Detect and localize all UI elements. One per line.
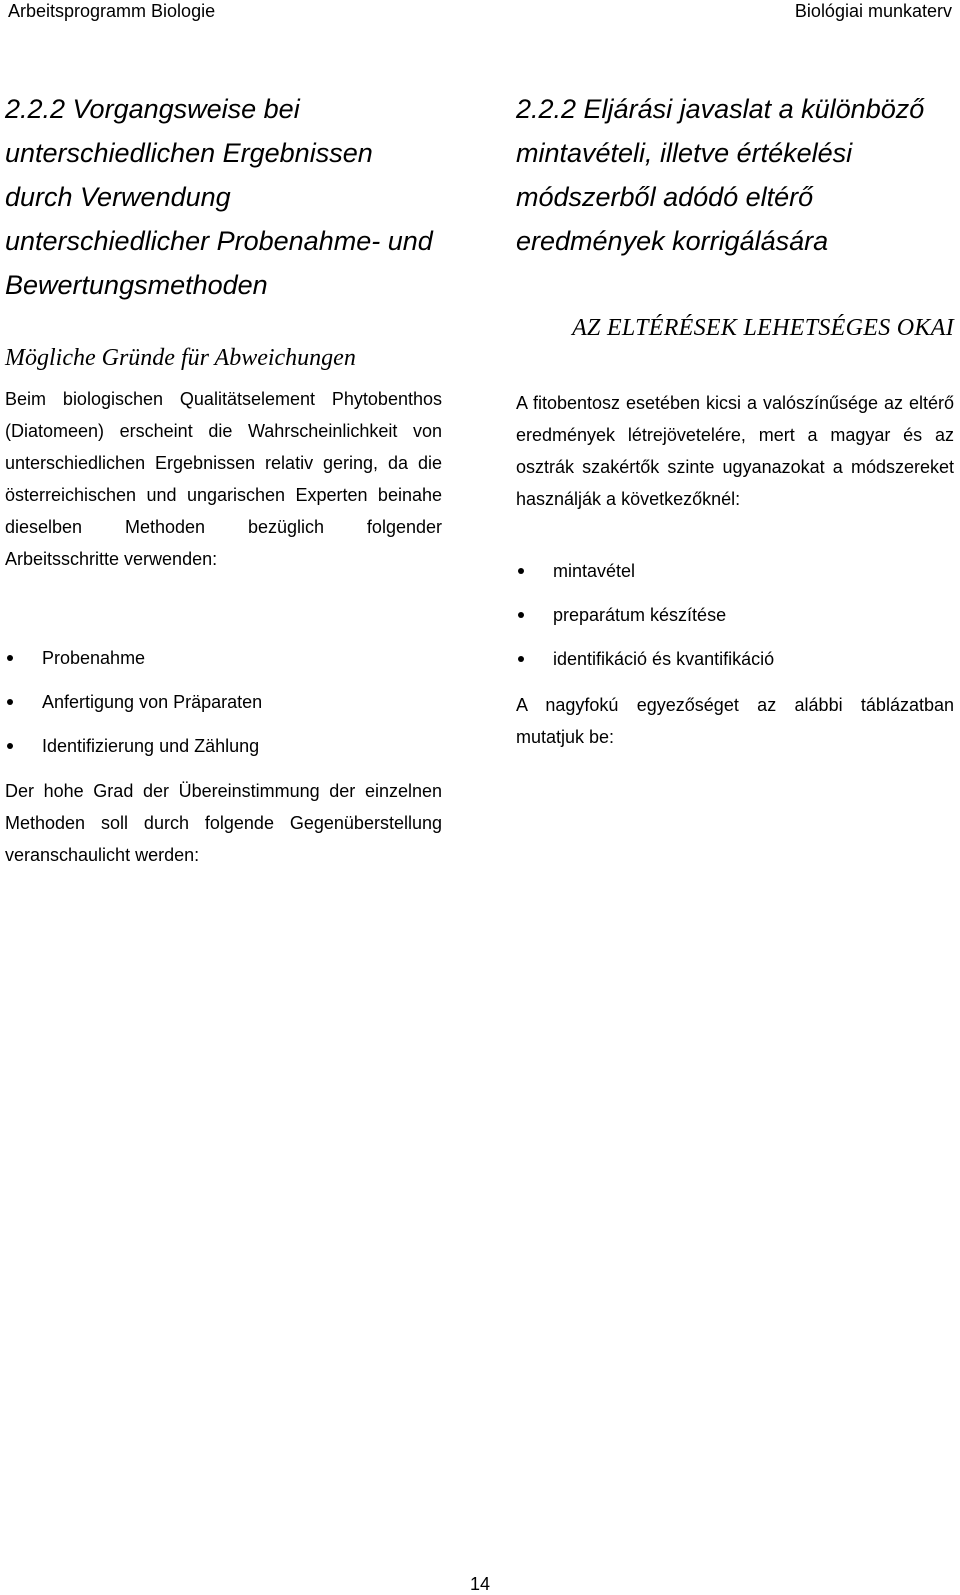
bullet-icon bbox=[7, 699, 13, 705]
list-item-text: identifikáció és kvantifikáció bbox=[553, 649, 775, 669]
list-item-text: Identifizierung und Zählung bbox=[42, 736, 260, 756]
german-paragraph-1: Beim biologischen Qualitätselement Phytobenthos (Diatomeen) erscheint die Wahrscheinlichkeit von unterschiedlichen Ergebnissen relativ gering, da die österreichischen und ungarischen Experten beinahe dieselben Methoden bezüglich folgender Arbeitsschritte verwenden: bbox=[5, 389, 442, 569]
list-item-text: Probenahme bbox=[42, 648, 146, 668]
header-right: Biológiai munkaterv bbox=[794, 1, 952, 21]
list-item-text: preparátum készítése bbox=[553, 605, 727, 625]
german-bullet-list bbox=[5, 643, 262, 775]
list-item-text: Anfertigung von Präparaten bbox=[42, 692, 263, 712]
hungarian-paragraph-2: A nagyfokú egyezőséget az alábbi táblázatban mutatjuk be: bbox=[516, 695, 954, 747]
list-item-text: mintavétel bbox=[553, 561, 636, 581]
list-item bbox=[5, 731, 262, 775]
list-item bbox=[516, 644, 774, 688]
hungarian-subheading: AZ ELTÉRÉSEK LEHETSÉGES OKAI bbox=[572, 315, 954, 341]
hungarian-paragraph-1: A fitobentosz esetében kicsi a valószínűsége az eltérő eredmények létrejövetelére, mert a magyar és az osztrák szakértők szinte ugyanazokat a módszereket használják a következőknél: bbox=[516, 393, 954, 509]
list-item bbox=[516, 600, 774, 644]
list-item bbox=[5, 687, 262, 731]
german-subheading: Mögliche Gründe für Abweichungen bbox=[5, 345, 356, 371]
hungarian-section-title: 2.2.2 Eljárási javaslat a különböző mintavételi, illetve értékelési módszerből adódó eltérő eredmények korrigálására bbox=[516, 94, 925, 256]
list-item bbox=[516, 556, 774, 600]
bullet-icon bbox=[518, 656, 524, 662]
bullet-icon bbox=[7, 655, 13, 661]
bullet-icon bbox=[518, 612, 524, 618]
german-paragraph-2: Der hohe Grad der Übereinstimmung der einzelnen Methoden soll durch folgende Gegenüberstellung veranschaulicht werden: bbox=[5, 781, 442, 865]
bullet-icon bbox=[518, 568, 524, 574]
bullet-icon bbox=[7, 743, 13, 749]
list-item bbox=[5, 643, 262, 687]
page-number: 14 bbox=[469, 1574, 491, 1594]
german-section-title: 2.2.2 Vorgangsweise bei unterschiedlichen Ergebnissen durch Verwendung unterschiedlicher Probenahme- und Bewertungsmethoden bbox=[5, 94, 433, 300]
header-left: Arbeitsprogramm Biologie bbox=[8, 1, 216, 21]
hungarian-bullet-list bbox=[516, 556, 774, 688]
